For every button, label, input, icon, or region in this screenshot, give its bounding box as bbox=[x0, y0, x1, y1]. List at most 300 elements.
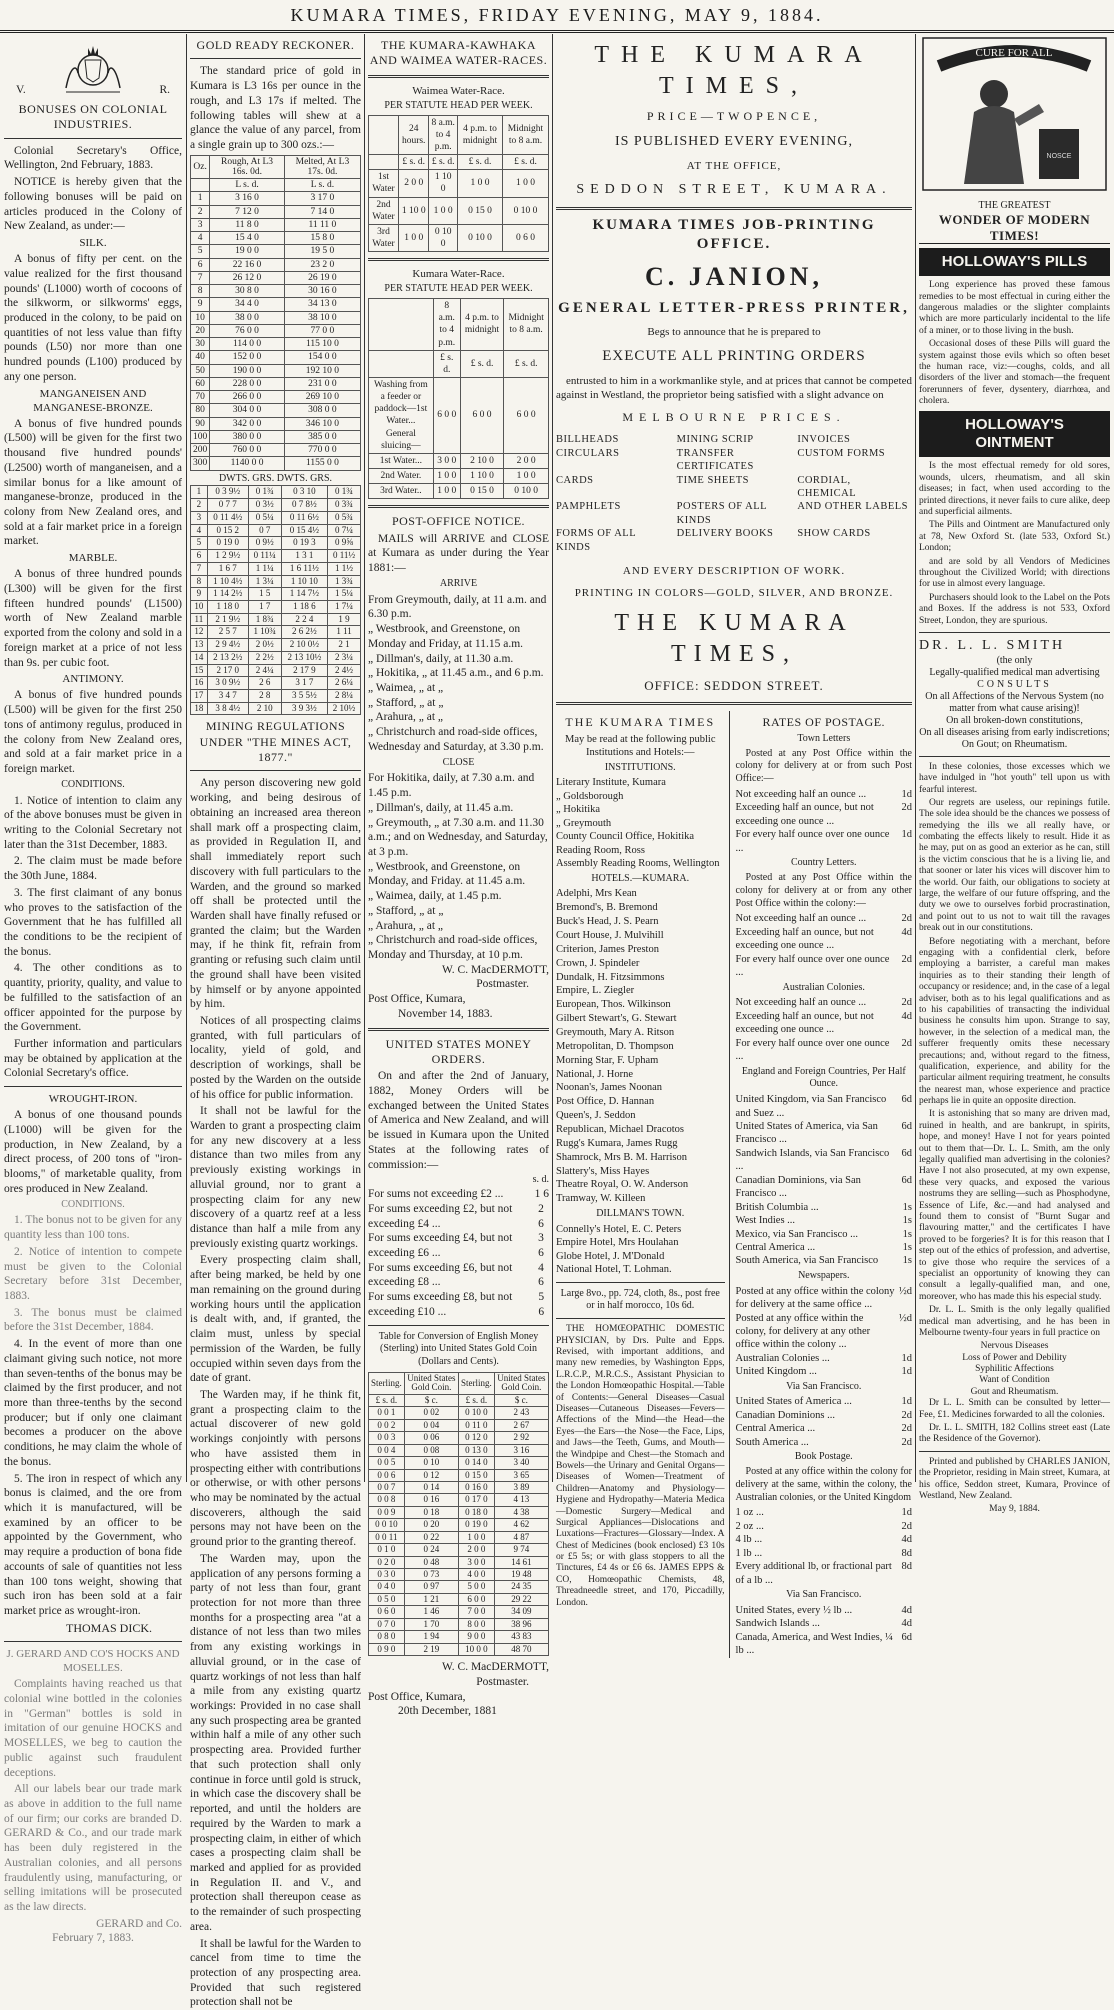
table-cell: 0 08 bbox=[404, 1444, 458, 1456]
rate-value: 8d bbox=[901, 1547, 912, 1559]
table-cell: 0 9⅝ bbox=[328, 537, 361, 550]
hotels-heading: HOTELS.—KUMARA. bbox=[591, 872, 690, 884]
legally-qualified: Legally-qualified medical man advertising bbox=[929, 666, 1100, 678]
header-lsd: L s. d. bbox=[284, 179, 360, 192]
column-gold-reckoner bbox=[190, 34, 361, 2009]
antimony-text: A bonus of five hundred pounds (L500) will be given for the first 250 tons of antimony regulus, produced in the colony from New Zealand ores, and sold at a fair market price in a foreign market. bbox=[4, 689, 182, 775]
conversion-row bbox=[369, 1569, 549, 1581]
dillman-heading: DILLMAN'S TOWN. bbox=[596, 1208, 685, 1220]
rate-row bbox=[736, 828, 912, 855]
close-item: For Hokitika, daily, at 7.30 a.m. and 1.45 p.m. bbox=[368, 772, 535, 800]
table-cell: 1 5¼ bbox=[328, 588, 361, 601]
table-cell: 6 0 0 bbox=[460, 377, 504, 453]
condition-4: 4. The other conditions as to quantity, priority, quality, and value to be fulfilled to the satisfaction of an officer appointed for the purpose by the Government. bbox=[4, 962, 182, 1034]
table-cell: 0 10 0 bbox=[429, 224, 458, 251]
table-cell: 2 8¼ bbox=[328, 689, 361, 702]
table-cell: 3rd Water bbox=[369, 224, 399, 251]
signature-thomas-dick: THOMAS DICK. bbox=[65, 1620, 152, 1635]
close-item: „ Christchurch and road-side offices, Monday and Thursday, at 10 p.m. bbox=[368, 934, 538, 962]
kumara-race-subheading: PER STATUTE HEAD PER WEEK. bbox=[384, 283, 533, 295]
rate-row bbox=[736, 953, 912, 980]
conversion-row bbox=[369, 1494, 549, 1506]
rate-label: Mexico, via San Francisco ... bbox=[735, 1228, 859, 1240]
table-cell: 7 14 0 bbox=[284, 205, 360, 218]
header-melted: Melted, At L3 17s. 0d. bbox=[284, 155, 360, 179]
rate-row bbox=[736, 1214, 912, 1227]
dr-smith-heading: DR. L. L. SMITH bbox=[919, 637, 1066, 653]
table-cell: 3 9 3½ bbox=[281, 702, 327, 715]
column-rule bbox=[552, 34, 553, 1482]
table-cell: 308 0 0 bbox=[284, 404, 360, 417]
table-cell: 2 1 9½ bbox=[207, 613, 248, 626]
table-cell: 23 2 0 bbox=[284, 258, 360, 271]
silk-heading: SILK. bbox=[79, 237, 107, 250]
rate-label: Not exceeding half an ounce ... bbox=[735, 997, 867, 1009]
hotel-item: Post Office, D. Hannan bbox=[556, 1096, 655, 1108]
table-cell: 0 13 0 bbox=[459, 1444, 495, 1456]
hotel-item: Empire, L. Ziegler bbox=[556, 985, 635, 997]
further-info: Further information and particulars may be obtained by application at the Colonial Secretary's office. bbox=[4, 1038, 182, 1080]
rate-label: British Columbia ... bbox=[735, 1201, 819, 1213]
table-cell: 0 3¾ bbox=[328, 499, 361, 512]
conversion-row bbox=[369, 1581, 549, 1593]
table-cell: 0 3½ bbox=[248, 499, 281, 512]
rate-row bbox=[736, 1560, 912, 1587]
table-cell: 5 0 0 bbox=[459, 1581, 495, 1593]
rate-row bbox=[736, 1120, 912, 1147]
broken-constitutions: On all broken-down constitutions, bbox=[946, 714, 1083, 726]
table-cell: 1 11 bbox=[328, 626, 361, 639]
table-cell: 14 bbox=[191, 651, 208, 664]
rate-label: Exceeding half an ounce, but not exceeding one ounce ... bbox=[735, 1010, 874, 1036]
country-letters-heading: Country Letters. bbox=[790, 857, 857, 869]
table-cell: 2 2 4 bbox=[281, 613, 327, 626]
dwt-row bbox=[191, 613, 361, 626]
table-cell: 0 16 0 bbox=[459, 1481, 495, 1493]
conversion-row bbox=[369, 1469, 549, 1481]
rate-value: 4d bbox=[901, 1618, 912, 1630]
seddon-street: SEDDON STREET, KUMARA. bbox=[576, 181, 892, 197]
table-cell: 20 bbox=[191, 324, 210, 337]
conversion-row bbox=[369, 1556, 549, 1568]
table-cell: 80 bbox=[191, 404, 210, 417]
waimea-row bbox=[369, 224, 549, 251]
england-heading: England and Foreign Countries, Per Half Ounce. bbox=[741, 1065, 906, 1090]
table-cell: 1 14 2½ bbox=[207, 588, 248, 601]
rate-value: 6d bbox=[901, 1094, 912, 1106]
table-cell: 0 11¼ bbox=[248, 550, 281, 563]
marble-heading: MARBLE. bbox=[68, 552, 118, 565]
conversion-row bbox=[369, 1631, 549, 1643]
table-cell: 0 11 4½ bbox=[207, 511, 248, 524]
table-cell: 0 0 11 bbox=[369, 1531, 405, 1543]
rate-label: For sums exceeding £6, but not exceeding £8 ... bbox=[368, 1261, 513, 1289]
rate-value: 4d bbox=[901, 1010, 912, 1022]
rate-value: 5 6 bbox=[538, 1291, 545, 1318]
table-cell: 0 6 0 bbox=[502, 224, 548, 251]
conversion-row bbox=[369, 1457, 549, 1469]
table-cell: 3 4 7 bbox=[207, 689, 248, 702]
table-cell: 0 16 bbox=[404, 1494, 458, 1506]
printing-item: MINING SCRIP bbox=[676, 434, 754, 446]
hotel-item: Buck's Head, J. S. Pearn bbox=[556, 916, 659, 928]
conversion-heading: Table for Conversion of English Money (Sterling) into United States Gold Coin (Dollars and Cents). bbox=[378, 1330, 539, 1368]
table-cell: 1 1½ bbox=[328, 562, 361, 575]
rate-row bbox=[736, 1147, 912, 1174]
table-cell: 1 bbox=[191, 486, 208, 499]
oz-row bbox=[191, 364, 361, 377]
rate-row bbox=[736, 1422, 912, 1435]
column-header: United States Gold Coin. bbox=[404, 1373, 458, 1395]
table-cell: 100 bbox=[191, 430, 210, 443]
table-cell: 0 19 3 bbox=[281, 537, 327, 550]
rate-label: Canadian Dominions ... bbox=[735, 1409, 835, 1421]
table-cell: 2 19 bbox=[404, 1643, 458, 1655]
table-cell: 346 10 0 bbox=[284, 417, 360, 430]
kumara-row bbox=[369, 469, 549, 484]
mining-para-4: Every prospecting claim shall, after being marked, be held by one man remaining on the ground during working hours until the application is dealt with, and, if granted, the claim must, unless by special permission of the Warden, be fully occupied within seven days from the date of grant. bbox=[190, 1254, 361, 1385]
table-cell: 4 62 bbox=[494, 1519, 548, 1531]
town-letters-text: Posted at any Post Office within the colony for delivery at or from such Post Office:— bbox=[735, 747, 912, 785]
syphilitic: Syphilitic Affections bbox=[975, 1364, 1054, 1375]
table-cell: 1 10 10 bbox=[281, 575, 327, 588]
table-cell: 22 16 0 bbox=[210, 258, 285, 271]
rate-row bbox=[736, 1409, 912, 1422]
gold-intro: The standard price of gold in Kumara is L3 16s per ounce in the rough, and L3 17s if melted. The following tables will shew at a glance the value of any parcel, from a single grain up to 300 ozs.:— bbox=[190, 65, 361, 151]
column-header: 8 a.m. to 4 p.m. bbox=[433, 299, 460, 351]
table-cell: 9 74 bbox=[494, 1544, 548, 1556]
table-cell: 0 4 0 bbox=[369, 1581, 405, 1593]
column-rule bbox=[364, 34, 365, 1482]
smith-body-3: Before negotiating with a merchant, before engaging with a confidential clerk, before employing a barrister, a careful man makes inquiries as to their standing their length of occupancy or residence; and, in the case of a legal adviser, both as to his legal qualifications and as to his capabilities of transacting the individual business he consults him upon. Strange to say, however, in the selection of a medical man, the sufferer frequently omits these necessary precautions; and, without regard to the fitness, qualification, experience, and ability for the particular ailment requiring treatment, he consults the nearest man, whose experience and practice perhaps lie in quite an opposite direction. bbox=[919, 936, 1110, 1107]
table-cell: 190 0 0 bbox=[210, 364, 285, 377]
price: PRICE—TWOPENCE, bbox=[646, 109, 822, 124]
gerard-text: Complaints having reached us that colonial wine bottled in the colonies in "German" bottles is sold in imitation of our genuine HOCKS and MOSELLES, we beg to caution the public against such fraudulent deceptions. bbox=[4, 1678, 182, 1779]
close-item: „ Dillman's, daily, at 11.45 a.m. bbox=[368, 801, 514, 814]
postage-heading: RATES OF POSTAGE. bbox=[762, 715, 886, 730]
table-cell: 1 0 0 bbox=[399, 224, 429, 251]
table-cell: 2nd Water bbox=[369, 197, 399, 224]
table-cell: 2 13 10½ bbox=[281, 651, 327, 664]
gold-reckoner-title: GOLD READY RECKONER. bbox=[196, 38, 355, 52]
rate-row bbox=[736, 1520, 912, 1533]
institutions-heading: INSTITUTIONS. bbox=[604, 761, 676, 773]
post-date: November 14, 1883. bbox=[398, 1007, 493, 1020]
table-cell: 10 bbox=[191, 311, 210, 324]
want-of-condition: Want of Condition bbox=[979, 1375, 1050, 1386]
town-rates bbox=[736, 788, 912, 855]
early-indiscretions: On all diseases arising from early indiscretions; bbox=[919, 726, 1110, 738]
rate-row bbox=[736, 926, 912, 953]
oz-row bbox=[191, 377, 361, 390]
kumara-race-table: 8 a.m. to 4 p.m. 4 p.m. to midnight Midnight to 8 a.m. £ s. d. £ s. d. £ s. d. Washing from a feeder or paddock—1st Water... General sluicing— 6 0 0 6 0 0 6 0 0 1st Water... 3 0 0 2 10 0 2 0 0 2nd Water. 1 0 0 1 10 0 1 0 0 3rd Water.. 1 0 0 0 15 0 0 10 0 bbox=[368, 298, 549, 499]
conditions-heading: CONDITIONS. bbox=[61, 778, 125, 790]
arrive-item: „ Westbrook, and Greenstone, on Monday and Friday, at 11.15 a.m. bbox=[368, 623, 524, 650]
table-cell: 90 bbox=[191, 417, 210, 430]
table-cell: 2 0½ bbox=[248, 639, 281, 652]
rate-row bbox=[736, 1533, 912, 1546]
table-cell: 2 4¼ bbox=[248, 664, 281, 677]
conv-place: Post Office, Kumara, bbox=[368, 1690, 466, 1703]
rate-value: 6d bbox=[901, 1174, 912, 1186]
table-cell: 0 0 7 bbox=[369, 1481, 405, 1493]
rate-row bbox=[736, 801, 912, 828]
printing-colors: PRINTING IN COLORS—GOLD, SILVER, AND BRONZE. bbox=[574, 587, 894, 600]
table-cell: 50 bbox=[191, 364, 210, 377]
subcolumn-postage bbox=[736, 711, 912, 1657]
rate-label: Sandwich Islands, via San Francisco ... bbox=[735, 1147, 890, 1173]
table-cell: 3 0 0 bbox=[433, 453, 460, 468]
table-cell: 0 10 0 bbox=[504, 484, 549, 499]
table-cell: 29 22 bbox=[494, 1593, 548, 1605]
table-cell: 0 3 10 bbox=[281, 486, 327, 499]
table-cell: 30 16 0 bbox=[284, 285, 360, 298]
table-cell: 2 10 bbox=[248, 702, 281, 715]
condition-3: 3. The first claimant of any bonus who proves to the satisfaction of the Government that he has fulfilled all the conditions to be the recipient of the bonus. bbox=[4, 886, 182, 958]
table-cell: 1 94 bbox=[404, 1631, 458, 1643]
marble-text: A bonus of three hundred pounds (L300) will be given for the first fifteen hundred pounds' (L1500) worth of New Zealand marble exported from the colony and sold in a foreign market at a price of not less than 9s. per cubic foot. bbox=[4, 568, 182, 669]
table-cell: 2 4½ bbox=[328, 664, 361, 677]
pills-text-2: Occasional doses of these Pills will guard the system against those evils which so often beset the human race, viz:—coughs, colds, and all disorders of the liver and stomach—the frequent forerunners of fever, dysentery, diarrhœa, and cholera. bbox=[919, 339, 1110, 407]
column-header: Sterling. bbox=[369, 1373, 405, 1395]
table-cell: 1 5 bbox=[248, 588, 281, 601]
homeopathic-ad: THE HOMŒOPATHIC DOMESTIC PHYSICIAN, by Drs. Pulte and Epps. Revised, with important additions, and many new remedies, by Washington Epps, L.R.C.P., M.R.C.S., Assistant Physician to the London Homœopathic Hospital.—Table of Contents:—General Diseases—Casual Diseases—Cutaneous Diseases—Fevers—Affections of the Mind—the Head—the Eyes—the Ears—the Nose—the Face, Lips, and Jaws—the Teeth, Gums, and Mouth—the Windpipe and Chest—the Stomach and Bowels—the Urinary and Genital Organs—Diseases of Women—Treatment of Children—Anatomy and Physiology—Hygiene and Hydropathy—Materia Medica—Domestic Surgery—Medical and Surgical Appliances—Dislocations and Luxations—Fractures—Glossary—Index. A Chest of Medicines (book enclosed) £3 10s or £5 5s; or with glass stoppers to all the Tinctures, £4 4s or £6 6s. JAMES EPPS & CO, Homœopathic Chemists, 48, Threadneedle street, and 170, Piccadilly, London. bbox=[556, 1324, 725, 1608]
rate-label: Canadian Dominions, via San Francisco ... bbox=[735, 1174, 861, 1200]
table-cell: 0 5¾ bbox=[328, 511, 361, 524]
conv-signature-title: Postmaster. bbox=[476, 1675, 529, 1688]
table-cell: 0 06 bbox=[404, 1432, 458, 1444]
column-header: $ c. bbox=[404, 1394, 458, 1406]
table-cell: 3 0 0 bbox=[459, 1556, 495, 1568]
dwt-row bbox=[191, 600, 361, 613]
table-cell: 76 0 0 bbox=[210, 324, 285, 337]
conversion-row bbox=[369, 1643, 549, 1655]
book-postage-text: Posted at any office within the colony for delivery at the same, within the colony, the Australian colonies, or the United Kingdom bbox=[735, 1466, 912, 1503]
table-cell: 0 15 0 bbox=[457, 197, 502, 224]
iron-condition-2: 2. Notice of intention to compete must be given to the Colonial Secretary before 31st December, 1883. bbox=[4, 1245, 182, 1302]
table-cell: Washing from a feeder or paddock—1st Water... General sluicing— bbox=[369, 377, 434, 453]
table-cell: 38 10 0 bbox=[284, 311, 360, 324]
table-cell: 0 0 4 bbox=[369, 1444, 405, 1456]
table-cell: 266 0 0 bbox=[210, 391, 285, 404]
hygieia-illustration-icon bbox=[919, 34, 1110, 194]
table-cell: 1 0 0 bbox=[433, 484, 460, 499]
table-cell: 6 0 0 bbox=[459, 1593, 495, 1605]
royal-coat-of-arms-icon bbox=[58, 38, 128, 98]
mining-para-6: The Warden may, upon the application of any persons forming a party of not less than four, grant protection for not more than three months for a prospecting area "at a distance of not less than two miles from any existing workings in alluvial ground, or in the case of quartz workings of not less than half a mile from any existing quartz workings: Provided in no case shall any such prospecting area be granted within half a mile of any other such prospecting area. Provided further that such protection shall only continue in force until gold is struck, in which case the discovery shall be reported, and until the holders are required by the Warden to mark a prospecting claim, in either of which cases a prospecting claim shall be marked and applied for as provided in Regulation II. and V., and protection shall thereupon cease as to the remainder of such prospecting area. bbox=[190, 1552, 361, 1933]
table-cell: 2 bbox=[191, 205, 210, 218]
printed-published: Printed and published by CHARLES JANION, the Proprietor, residing in Main street, Kumara, at his office, Seddon street, Kumara, Province of Westland, New Zealand. bbox=[919, 1456, 1110, 1501]
table-cell: 0 18 bbox=[404, 1506, 458, 1518]
table-cell: 2 5 7 bbox=[207, 626, 248, 639]
gold-oz-table bbox=[190, 155, 361, 471]
gold-dwt-table bbox=[190, 485, 361, 715]
printing-item: TIME SHEETS bbox=[676, 474, 749, 486]
rate-label: Not exceeding half an ounce ... bbox=[735, 913, 867, 925]
table-cell: 0 5 0 bbox=[369, 1593, 405, 1605]
table-cell: 26 12 0 bbox=[210, 271, 285, 284]
rate-value: 1s bbox=[902, 1255, 912, 1267]
hotel-item: Shamrock, Mrs B. M. Harrison bbox=[556, 1151, 687, 1163]
intro-notice: NOTICE is hereby given that the following bonuses will be paid on articles produced in the Colony of New Zealand, as under:— bbox=[4, 176, 182, 233]
table-cell: 34 09 bbox=[494, 1606, 548, 1618]
table-cell: 1 46 bbox=[404, 1606, 458, 1618]
oz-row bbox=[191, 430, 361, 443]
table-cell: 2 9 4½ bbox=[207, 639, 248, 652]
oz-row bbox=[191, 285, 361, 298]
table-cell: 0 12 bbox=[404, 1469, 458, 1481]
wrought-iron-text: A bonus of one thousand pounds (L1000) will be given for the production, in New Zealand, by a direct process, of 200 tons of "iron-blooms," of marketable quality, from ores produced in New Zealand. bbox=[4, 1109, 182, 1195]
column-header: Midnight to 8 a.m. bbox=[504, 299, 549, 351]
money-rates bbox=[368, 1187, 549, 1319]
rate-row bbox=[736, 1506, 912, 1519]
via-sf-rates bbox=[736, 1395, 912, 1449]
printing-item: CUSTOM FORMS bbox=[797, 447, 886, 459]
rate-label: Central America ... bbox=[735, 1241, 816, 1253]
pills-text: Long experience has proved these famous remedies to be most effectual in curing either the dangerous maladies or the slighter complaints which are more particularly incidental to the life of a miner, or to those living in the bush. bbox=[919, 280, 1110, 336]
rate-row bbox=[736, 1365, 912, 1378]
printing-item: FORMS OF ALL KINDS bbox=[556, 528, 636, 553]
greatest: THE GREATEST bbox=[978, 200, 1051, 211]
rate-label: 1 oz ... bbox=[735, 1507, 764, 1519]
dwt-row bbox=[191, 562, 361, 575]
table-cell: 18 bbox=[191, 702, 208, 715]
table-cell: 1 bbox=[191, 192, 210, 205]
oz-row bbox=[191, 417, 361, 430]
via-sf-2-heading: Via San Francisco. bbox=[786, 1589, 862, 1601]
column-header: United States Gold Coin. bbox=[494, 1373, 548, 1395]
rate-label: For sums exceeding £8, but not exceeding £10 ... bbox=[368, 1291, 513, 1318]
post-office-heading: POST-OFFICE NOTICE. bbox=[391, 514, 526, 529]
money-orders-text: On and after the 2nd of January, 1882, Money Orders will be exchanged between the United States of America and New Zealand, and will be issued in Kumara upon the United States at the following rates of commission:— bbox=[368, 1070, 549, 1171]
rate-value: 1d bbox=[901, 1507, 912, 1519]
table-cell: 0 0 2 bbox=[369, 1419, 405, 1431]
institution-item: Literary Institute, Kumara bbox=[556, 777, 666, 789]
table-cell: 0 9½ bbox=[248, 537, 281, 550]
table-cell: 2 0 0 bbox=[399, 170, 429, 197]
table-cell: 2 3¼ bbox=[328, 651, 361, 664]
column-header: Sterling. bbox=[459, 1373, 495, 1395]
table-cell: 3 8 4½ bbox=[207, 702, 248, 715]
table-cell: 9 0 0 bbox=[459, 1631, 495, 1643]
table-cell: 0 04 bbox=[404, 1419, 458, 1431]
oz-row bbox=[191, 245, 361, 258]
table-cell: 0 10 0 bbox=[502, 197, 548, 224]
oz-row bbox=[191, 258, 361, 271]
table-cell: 0 7 bbox=[248, 524, 281, 537]
table-cell: 0 0 9 bbox=[369, 1506, 405, 1518]
table-cell: 2 10 0 bbox=[460, 453, 504, 468]
table-cell: 4 bbox=[191, 232, 210, 245]
header-oz: Oz. bbox=[191, 155, 210, 179]
waimea-subheading: PER STATUTE HEAD PER WEEK. bbox=[384, 99, 533, 111]
table-cell: 7 bbox=[191, 562, 208, 575]
manganese-heading: MANGANEISEN AND MANGANESE-BRONZE. bbox=[33, 387, 153, 414]
column-header: $ c. bbox=[494, 1394, 548, 1406]
hotel-item: Dundalk, H. Fitzsimmons bbox=[556, 971, 665, 983]
hotels-list bbox=[556, 887, 725, 1206]
hotel-item: Metropolitan, D. Thompson bbox=[556, 1040, 674, 1052]
oz-row bbox=[191, 351, 361, 364]
arrive-list bbox=[368, 593, 549, 755]
conversion-row bbox=[369, 1606, 549, 1618]
rate-value: 1s bbox=[902, 1215, 912, 1227]
town-letters-heading: Town Letters bbox=[797, 732, 851, 744]
table-cell: 1 70 bbox=[404, 1618, 458, 1630]
table-cell: 770 0 0 bbox=[284, 444, 360, 457]
table-cell: 1 10 0 bbox=[429, 170, 458, 197]
rate-row bbox=[736, 1631, 912, 1658]
rate-label: United States of America, via San Francisco ... bbox=[735, 1121, 878, 1146]
oz-row bbox=[191, 205, 361, 218]
book-line: Large 8vo., pp. 724, cloth, 8s., post free or in half morocco, 10s 6d. bbox=[560, 1287, 720, 1312]
table-cell: 6 bbox=[191, 550, 208, 563]
table-cell: 2 17 9 bbox=[281, 664, 327, 677]
table-cell: 2 43 bbox=[494, 1407, 548, 1419]
smith-address: Dr. L. L. SMITH, 182 Collins street east (Late the Residence of the Governor). bbox=[919, 1423, 1110, 1445]
table-cell: 2 6¼ bbox=[328, 677, 361, 690]
oz-row bbox=[191, 324, 361, 337]
table-cell: 2 67 bbox=[494, 1419, 548, 1431]
table-cell: 4 38 bbox=[494, 1506, 548, 1518]
table-cell: 0 0 5 bbox=[369, 1457, 405, 1469]
table-cell: 0 17 0 bbox=[459, 1494, 495, 1506]
kumara-times-heading: THE KUMARA TIMES bbox=[565, 715, 716, 730]
table-cell: 200 bbox=[191, 444, 210, 457]
table-cell: 0 0 10 bbox=[369, 1519, 405, 1531]
table-cell: 0 12 0 bbox=[459, 1432, 495, 1444]
hotel-item: Queen's, J. Seddon bbox=[556, 1110, 636, 1122]
rate-row bbox=[736, 912, 912, 925]
table-cell: 19 5 0 bbox=[284, 245, 360, 258]
table-cell: 3 5 5½ bbox=[281, 689, 327, 702]
rate-value: 2d bbox=[901, 802, 912, 814]
rate-value: 8d bbox=[901, 1561, 912, 1573]
table-cell: 1 2 9½ bbox=[207, 550, 248, 563]
kumara-row bbox=[369, 453, 549, 468]
svg-text:NOSCE: NOSCE bbox=[1046, 153, 1072, 160]
rate-value: 1d bbox=[901, 1366, 912, 1378]
table-cell: 2 0 0 bbox=[459, 1544, 495, 1556]
arrive-item: „ Waimea, „ at „ bbox=[368, 682, 444, 694]
table-cell: 77 0 0 bbox=[284, 324, 360, 337]
rate-label: Canada, America, and West Indies, ¼ lb ... bbox=[735, 1631, 893, 1657]
table-cell: 0 15 4½ bbox=[281, 524, 327, 537]
hotel-item: Greymouth, Mary A. Ritson bbox=[556, 1026, 675, 1038]
table-cell: 342 0 0 bbox=[210, 417, 285, 430]
published: IS PUBLISHED EVERY EVENING, bbox=[614, 133, 854, 149]
table-cell: 3 65 bbox=[494, 1469, 548, 1481]
postmaster-title: Postmaster. bbox=[476, 978, 529, 991]
table-cell: 1 6 11½ bbox=[281, 562, 327, 575]
table-cell: 0 1¾ bbox=[248, 486, 281, 499]
table-cell: 3 89 bbox=[494, 1481, 548, 1493]
table-cell: 231 0 0 bbox=[284, 377, 360, 390]
table-cell: 1 3¼ bbox=[248, 575, 281, 588]
table-cell: 0 8 0 bbox=[369, 1631, 405, 1643]
table-cell: 60 bbox=[191, 377, 210, 390]
conversion-row bbox=[369, 1544, 549, 1556]
smith-body-1: In these colonies, those excesses which we have indulged in "hot youth" tell upon us with fearful interest. bbox=[919, 761, 1110, 795]
table-cell: 30 bbox=[191, 338, 210, 351]
mining-para-5: The Warden may, if he think fit, grant a prospecting claim to the actual discoverer of new gold workings conjointly with persons who have assisted them in prospecting either with contributions or otherwise, or with other persons who may be nominated by the actual discoverers, although the said persons may not have been on the ground prior to the granting thereof. bbox=[190, 1388, 361, 1549]
dwt-row bbox=[191, 639, 361, 652]
table-cell: 5 bbox=[191, 245, 210, 258]
table-cell: 2 2½ bbox=[248, 651, 281, 664]
conversion-row bbox=[369, 1444, 549, 1456]
printing-item: CORDIAL, CHEMICAL bbox=[797, 474, 857, 500]
rate-value: 6d bbox=[901, 1121, 912, 1133]
